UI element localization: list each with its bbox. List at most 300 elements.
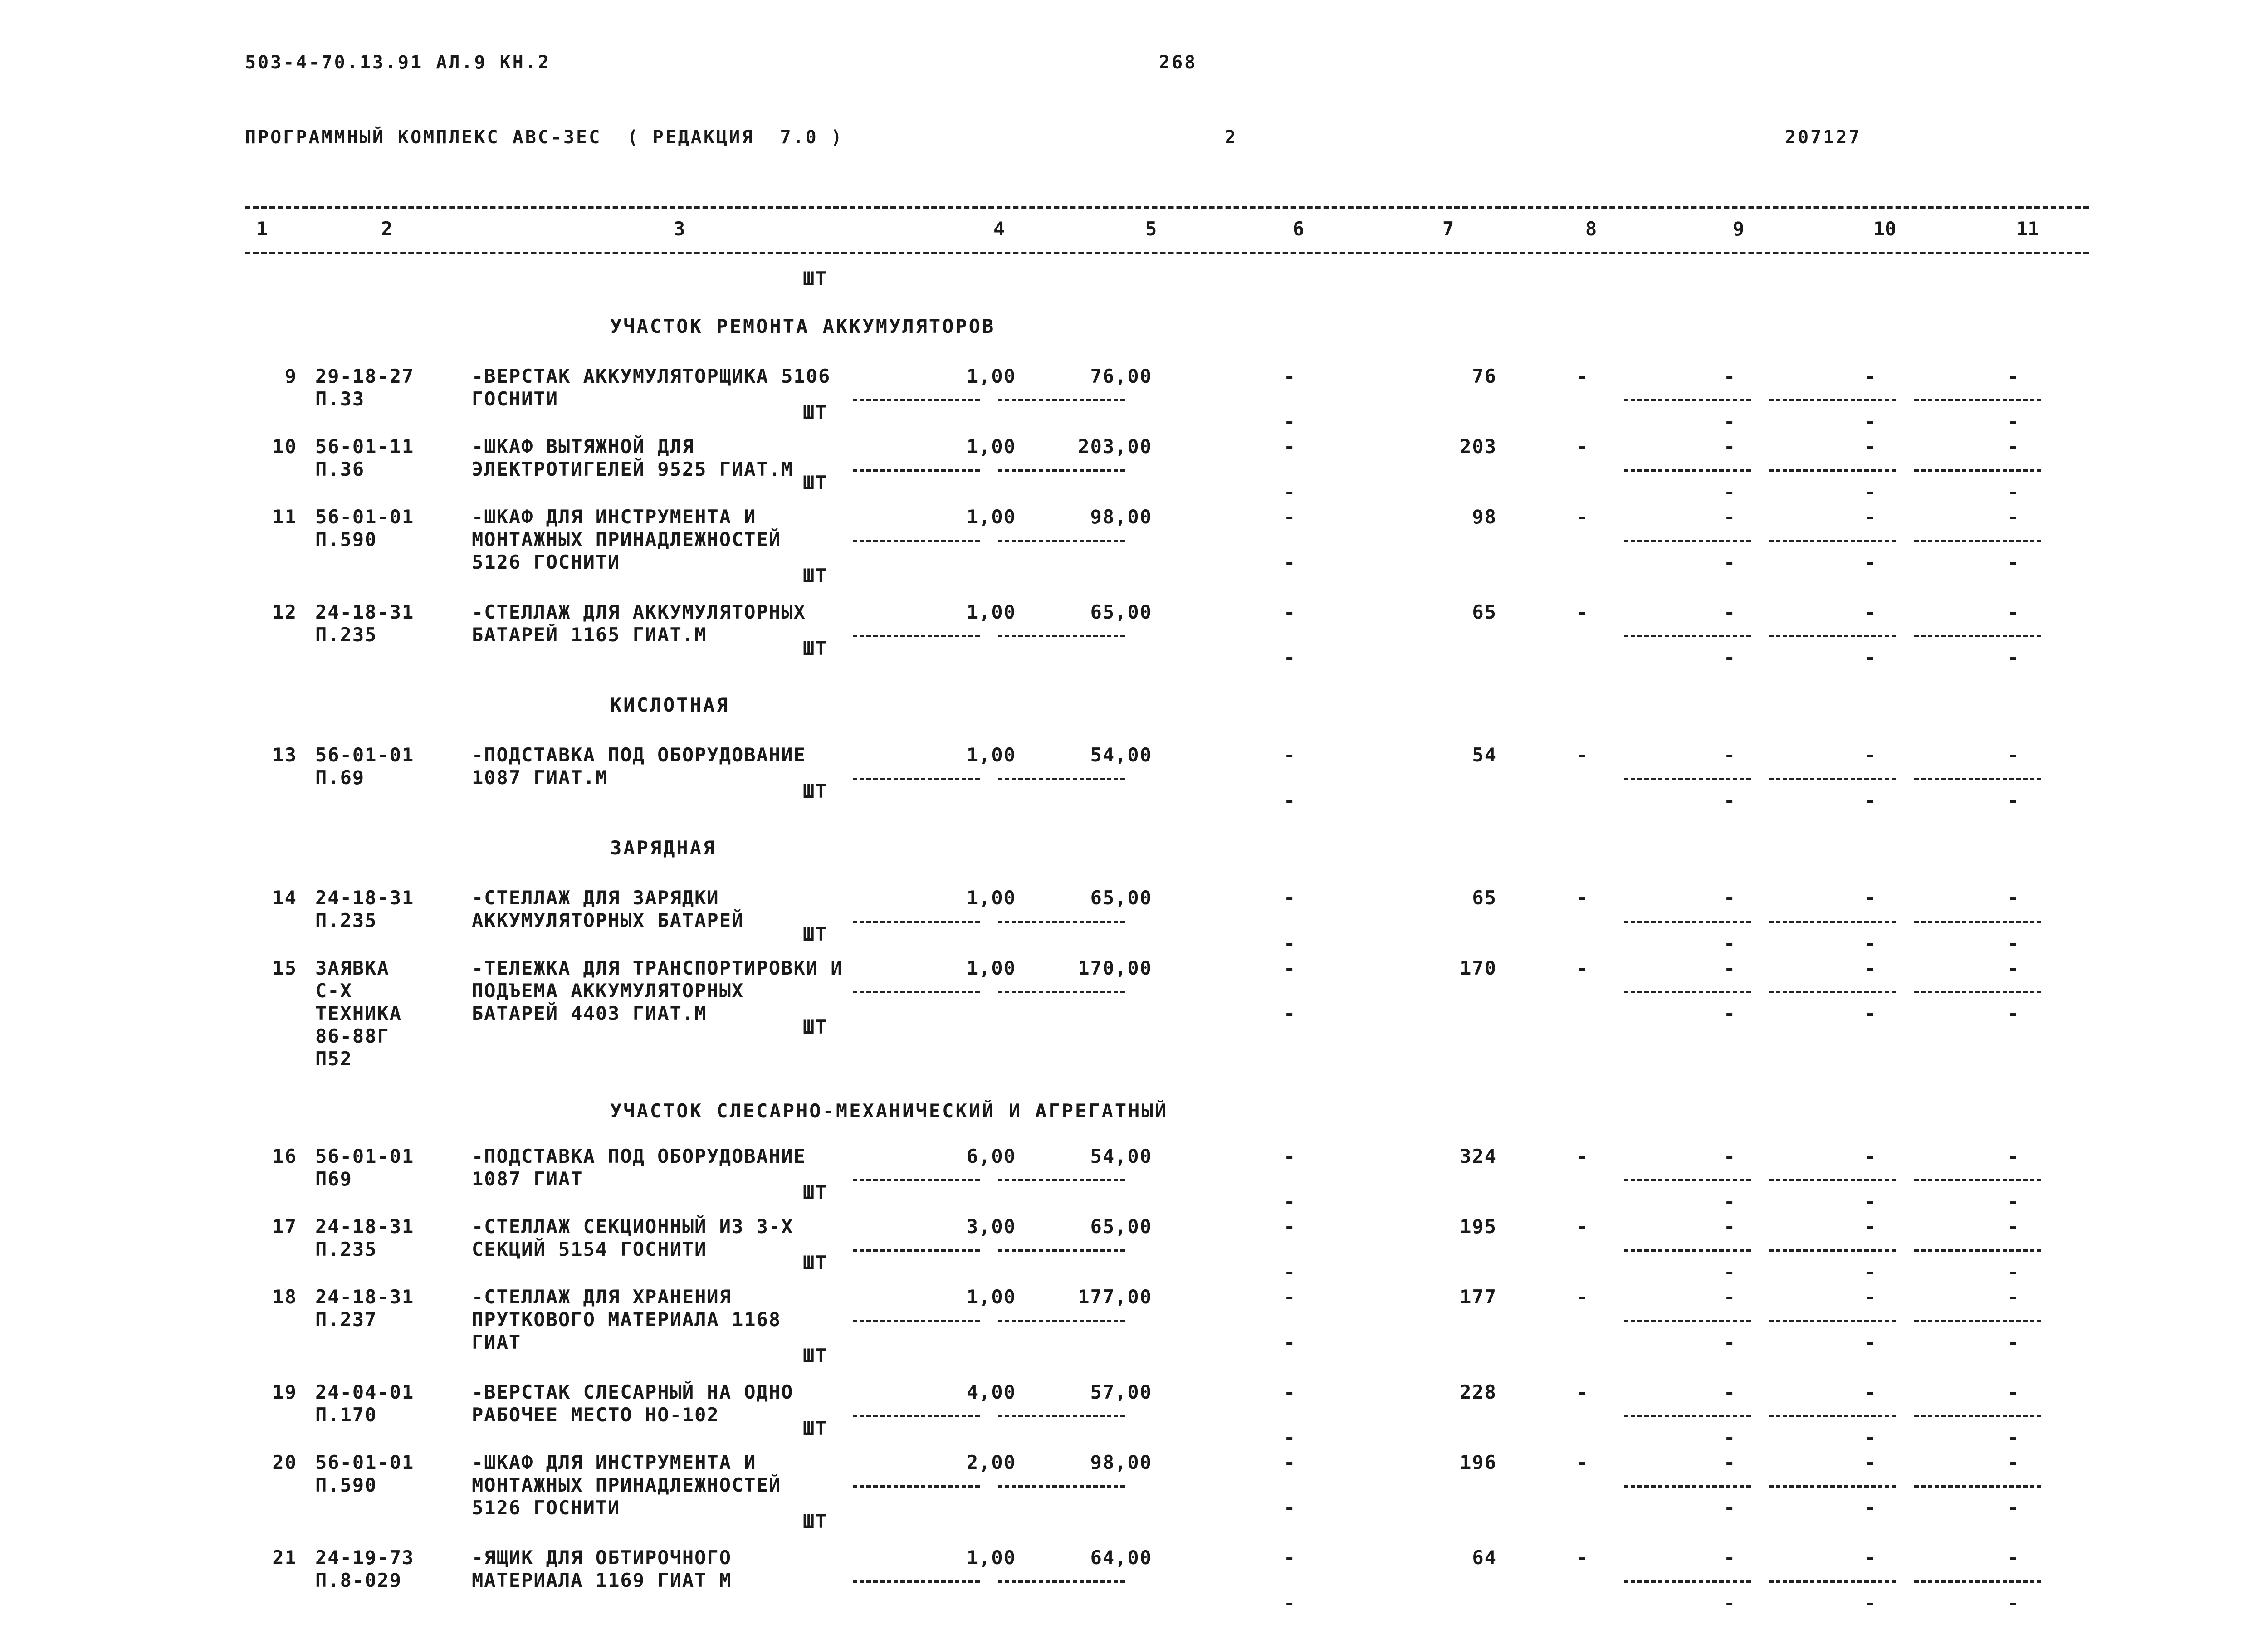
empty-cell-dash: - xyxy=(1864,551,1876,573)
empty-cell-dash: - xyxy=(2007,506,2019,528)
empty-cell-dash: - xyxy=(1864,1451,1876,1473)
empty-cell-dash: - xyxy=(1284,1215,1295,1238)
cell-underline xyxy=(998,991,1125,993)
cell-underline xyxy=(998,1415,1125,1417)
cell-underline xyxy=(1769,1320,1896,1322)
row-quantity: 1,00 xyxy=(966,1286,1016,1308)
cell-underline xyxy=(853,1415,980,1417)
row-quantity: 1,00 xyxy=(966,365,1016,387)
col-num-10: 10 xyxy=(1873,218,1897,240)
row-name-line: 1087 ГИАТ.М xyxy=(472,766,608,789)
row-unit: ШТ xyxy=(803,637,828,659)
empty-cell-dash: - xyxy=(1576,506,1588,528)
cell-underline xyxy=(998,469,1125,472)
empty-cell-dash: - xyxy=(1284,932,1295,954)
col-num-4: 4 xyxy=(993,218,1005,240)
row-name-line: -СТЕЛЛАЖ ДЛЯ ЗАРЯДКИ xyxy=(472,887,719,909)
empty-cell-dash: - xyxy=(1724,506,1735,528)
col-num-3: 3 xyxy=(674,218,685,240)
empty-cell-dash: - xyxy=(1864,1546,1876,1569)
cell-underline xyxy=(1914,635,2041,637)
row-sum: 324 xyxy=(1460,1145,1497,1167)
row-code-line: П.33 xyxy=(315,388,365,410)
row-price: 76,00 xyxy=(1090,365,1152,387)
row-price: 98,00 xyxy=(1090,1451,1152,1473)
empty-cell-dash: - xyxy=(1864,1002,1876,1024)
row-name-line: ПОДЪЕМА АККУМУЛЯТОРНЫХ xyxy=(472,980,744,1002)
empty-cell-dash: - xyxy=(1864,1331,1876,1353)
col-num-1: 1 xyxy=(256,218,268,240)
empty-cell-dash: - xyxy=(1724,1261,1735,1283)
cell-underline xyxy=(1624,540,1751,542)
row-unit: ШТ xyxy=(803,401,828,424)
row-price: 64,00 xyxy=(1090,1546,1152,1569)
cell-underline xyxy=(1914,991,2041,993)
row-quantity: 1,00 xyxy=(966,435,1016,458)
row-sum: 170 xyxy=(1460,957,1497,979)
empty-cell-dash: - xyxy=(1284,1190,1295,1213)
empty-cell-dash: - xyxy=(1284,1546,1295,1569)
cell-underline xyxy=(853,1249,980,1252)
empty-cell-dash: - xyxy=(1576,1286,1588,1308)
empty-cell-dash: - xyxy=(1724,1002,1735,1024)
cell-underline xyxy=(1769,540,1896,542)
empty-cell-dash: - xyxy=(1864,410,1876,433)
row-code-line: П.170 xyxy=(315,1404,377,1426)
row-number: 11 xyxy=(272,506,297,528)
cell-underline xyxy=(1769,921,1896,923)
row-code-line: П69 xyxy=(315,1168,352,1190)
empty-cell-dash: - xyxy=(1864,744,1876,766)
cell-underline xyxy=(1914,778,2041,780)
empty-cell-dash: - xyxy=(1284,601,1295,623)
row-name-line: БАТАРЕЙ 1165 ГИАТ.М xyxy=(472,624,707,646)
row-sum: 203 xyxy=(1460,435,1497,458)
cell-underline xyxy=(1769,991,1896,993)
empty-cell-dash: - xyxy=(1724,1381,1735,1403)
empty-cell-dash: - xyxy=(1864,1381,1876,1403)
row-name-line: МАТЕРИАЛА 1169 ГИАТ М xyxy=(472,1569,732,1591)
cell-underline xyxy=(998,1580,1125,1583)
empty-cell-dash: - xyxy=(1284,410,1295,433)
row-code-line: 24-19-73 xyxy=(315,1546,415,1569)
program-title: ПРОГРАММНЫЙ КОМПЛЕКС АВС-3ЕС ( РЕДАКЦИЯ 7.0 ) xyxy=(245,127,844,148)
empty-cell-dash: - xyxy=(2007,744,2019,766)
row-name-line: МОНТАЖНЫХ ПРИНАДЛЕЖНОСТЕЙ xyxy=(472,1474,782,1496)
section-heading-battery-repair: УЧАСТОК РЕМОНТА АККУМУЛЯТОРОВ xyxy=(610,315,996,337)
cell-underline xyxy=(1624,469,1751,472)
row-quantity: 1,00 xyxy=(966,601,1016,623)
empty-cell-dash: - xyxy=(2007,1145,2019,1167)
empty-cell-dash: - xyxy=(1284,435,1295,458)
empty-cell-dash: - xyxy=(2007,932,2019,954)
cell-underline xyxy=(1914,1249,2041,1252)
row-price: 203,00 xyxy=(1078,435,1152,458)
empty-cell-dash: - xyxy=(1724,1546,1735,1569)
cell-underline xyxy=(998,921,1125,923)
empty-cell-dash: - xyxy=(1864,932,1876,954)
empty-cell-dash: - xyxy=(1864,1592,1876,1614)
cell-underline xyxy=(1769,469,1896,472)
empty-cell-dash: - xyxy=(2007,887,2019,909)
row-quantity: 3,00 xyxy=(966,1215,1016,1238)
empty-cell-dash: - xyxy=(1864,1426,1876,1449)
empty-cell-dash: - xyxy=(1576,1145,1588,1167)
empty-cell-dash: - xyxy=(2007,410,2019,433)
empty-cell-dash: - xyxy=(1864,789,1876,811)
cell-underline xyxy=(1914,1320,2041,1322)
empty-cell-dash: - xyxy=(1724,435,1735,458)
table-top-rule xyxy=(245,206,2089,209)
row-unit: ШТ xyxy=(803,1252,828,1274)
row-sum: 228 xyxy=(1460,1381,1497,1403)
row-code-line: 29-18-27 xyxy=(315,365,415,387)
table-header-rule xyxy=(245,252,2089,254)
empty-cell-dash: - xyxy=(1576,957,1588,979)
empty-cell-dash: - xyxy=(2007,1002,2019,1024)
section-heading-acid: КИСЛОТНАЯ xyxy=(610,694,730,716)
row-code-line: 56-01-01 xyxy=(315,1451,415,1473)
row-code-line: 24-18-31 xyxy=(315,1286,415,1308)
row-code-line: 24-18-31 xyxy=(315,601,415,623)
row-code-line: П.235 xyxy=(315,909,377,932)
row-unit: ШТ xyxy=(803,1181,828,1204)
empty-cell-dash: - xyxy=(1724,789,1735,811)
row-code-line: 56-01-01 xyxy=(315,1145,415,1167)
row-unit: ШТ xyxy=(803,1345,828,1367)
empty-cell-dash: - xyxy=(1864,1497,1876,1519)
empty-cell-dash: - xyxy=(1284,1381,1295,1403)
empty-cell-dash: - xyxy=(1284,646,1295,668)
row-sum: 65 xyxy=(1472,601,1497,623)
row-price: 57,00 xyxy=(1090,1381,1152,1403)
row-sum: 177 xyxy=(1460,1286,1497,1308)
cell-underline xyxy=(998,1485,1125,1488)
row-code-line: 24-18-31 xyxy=(315,887,415,909)
empty-cell-dash: - xyxy=(1864,1215,1876,1238)
row-name-line: -ВЕРСТАК АККУМУЛЯТОРЩИКА 5106 xyxy=(472,365,831,387)
cell-underline xyxy=(1624,1415,1751,1417)
empty-cell-dash: - xyxy=(2007,365,2019,387)
row-unit: ШТ xyxy=(803,1417,828,1439)
row-quantity: 1,00 xyxy=(966,506,1016,528)
row-price: 54,00 xyxy=(1090,1145,1152,1167)
row-quantity: 6,00 xyxy=(966,1145,1016,1167)
empty-cell-dash: - xyxy=(1724,551,1735,573)
row-code-line: П.8-029 xyxy=(315,1569,402,1591)
empty-cell-dash: - xyxy=(1284,789,1295,811)
row-number: 18 xyxy=(272,1286,297,1308)
row-name-line: -СТЕЛЛАЖ СЕКЦИОННЫЙ ИЗ 3-Х xyxy=(472,1215,794,1238)
row-name-line: -СТЕЛЛАЖ ДЛЯ ХРАНЕНИЯ xyxy=(472,1286,732,1308)
row-code-line: П.235 xyxy=(315,624,377,646)
row-name-line: 1087 ГИАТ xyxy=(472,1168,583,1190)
empty-cell-dash: - xyxy=(1284,887,1295,909)
row-name-line: -ТЕЛЕЖКА ДЛЯ ТРАНСПОРТИРОВКИ И xyxy=(472,957,843,979)
empty-cell-dash: - xyxy=(1864,1261,1876,1283)
empty-cell-dash: - xyxy=(1576,1546,1588,1569)
row-sum: 64 xyxy=(1472,1546,1497,1569)
empty-cell-dash: - xyxy=(1724,1145,1735,1167)
empty-cell-dash: - xyxy=(1864,1145,1876,1167)
row-number: 17 xyxy=(272,1215,297,1238)
row-code-line: 56-01-01 xyxy=(315,506,415,528)
empty-cell-dash: - xyxy=(1576,887,1588,909)
col-num-6: 6 xyxy=(1293,218,1305,240)
empty-cell-dash: - xyxy=(1284,1592,1295,1614)
empty-cell-dash: - xyxy=(1724,1215,1735,1238)
cell-underline xyxy=(1624,1580,1751,1583)
sheet-number: 2 xyxy=(1225,127,1238,148)
row-number: 14 xyxy=(272,887,297,909)
row-code-line: 56-01-11 xyxy=(315,435,415,458)
cell-underline xyxy=(853,1485,980,1488)
empty-cell-dash: - xyxy=(1864,1190,1876,1213)
empty-cell-dash: - xyxy=(1576,1381,1588,1403)
row-sum: 98 xyxy=(1472,506,1497,528)
cell-underline xyxy=(1914,1580,2041,1583)
empty-cell-dash: - xyxy=(2007,1215,2019,1238)
row-price: 177,00 xyxy=(1078,1286,1152,1308)
empty-cell-dash: - xyxy=(1724,1331,1735,1353)
unit-label: ШТ xyxy=(803,268,828,290)
empty-cell-dash: - xyxy=(1864,957,1876,979)
col-num-7: 7 xyxy=(1442,218,1454,240)
cell-underline xyxy=(853,469,980,472)
empty-cell-dash: - xyxy=(1724,1426,1735,1449)
row-quantity: 1,00 xyxy=(966,887,1016,909)
row-number: 20 xyxy=(272,1451,297,1473)
row-name-line: -ШКАФ ДЛЯ ИНСТРУМЕНТА И xyxy=(472,1451,757,1473)
row-price: 54,00 xyxy=(1090,744,1152,766)
cell-underline xyxy=(1624,1179,1751,1181)
row-name-line: ПРУТКОВОГО МАТЕРИАЛА 1168 xyxy=(472,1308,782,1331)
cell-underline xyxy=(998,1179,1125,1181)
empty-cell-dash: - xyxy=(1724,932,1735,954)
row-unit: ШТ xyxy=(803,923,828,945)
row-code-line: П.590 xyxy=(315,1474,377,1496)
row-unit: ШТ xyxy=(803,780,828,802)
empty-cell-dash: - xyxy=(1724,365,1735,387)
row-number: 21 xyxy=(272,1546,297,1569)
row-name-line: 5126 ГОСНИТИ xyxy=(472,1497,621,1519)
row-number: 12 xyxy=(272,601,297,623)
cell-underline xyxy=(853,991,980,993)
row-code-line: ЗАЯВКА xyxy=(315,957,390,979)
cell-underline xyxy=(1914,1179,2041,1181)
empty-cell-dash: - xyxy=(2007,1546,2019,1569)
empty-cell-dash: - xyxy=(2007,1426,2019,1449)
empty-cell-dash: - xyxy=(2007,1497,2019,1519)
empty-cell-dash: - xyxy=(2007,957,2019,979)
row-quantity: 4,00 xyxy=(966,1381,1016,1403)
row-code-line: П.235 xyxy=(315,1238,377,1260)
row-price: 65,00 xyxy=(1090,1215,1152,1238)
row-name-line: -ВЕРСТАК СЛЕСАРНЫЙ НА ОДНО xyxy=(472,1381,794,1403)
row-code-line: С-Х xyxy=(315,980,352,1002)
empty-cell-dash: - xyxy=(1724,1497,1735,1519)
empty-cell-dash: - xyxy=(1864,887,1876,909)
row-name-line: 5126 ГОСНИТИ xyxy=(472,551,621,573)
empty-cell-dash: - xyxy=(1576,435,1588,458)
cell-underline xyxy=(853,921,980,923)
cell-underline xyxy=(1769,635,1896,637)
cell-underline xyxy=(998,399,1125,401)
row-name-line: -ШКАФ ВЫТЯЖНОЙ ДЛЯ xyxy=(472,435,695,458)
row-name-line: ЭЛЕКТРОТИГЕЛЕЙ 9525 ГИАТ.М xyxy=(472,458,794,480)
empty-cell-dash: - xyxy=(1724,1190,1735,1213)
empty-cell-dash: - xyxy=(1576,1215,1588,1238)
row-name-line: -ШКАФ ДЛЯ ИНСТРУМЕНТА И xyxy=(472,506,757,528)
col-num-9: 9 xyxy=(1733,218,1745,240)
cell-underline xyxy=(1914,1415,2041,1417)
empty-cell-dash: - xyxy=(1284,1451,1295,1473)
row-code-line: П.237 xyxy=(315,1308,377,1331)
cell-underline xyxy=(1769,399,1896,401)
empty-cell-dash: - xyxy=(2007,435,2019,458)
empty-cell-dash: - xyxy=(2007,1190,2019,1213)
row-name-line: БАТАРЕЙ 4403 ГИАТ.М xyxy=(472,1002,707,1024)
row-quantity: 1,00 xyxy=(966,744,1016,766)
row-name-line: -СТЕЛЛАЖ ДЛЯ АККУМУЛЯТОРНЫХ xyxy=(472,601,806,623)
empty-cell-dash: - xyxy=(2007,646,2019,668)
cell-underline xyxy=(853,540,980,542)
section-heading-charging: ЗАРЯДНАЯ xyxy=(610,837,717,859)
column-number-row xyxy=(245,218,2089,245)
empty-cell-dash: - xyxy=(1724,887,1735,909)
row-code-line: 24-04-01 xyxy=(315,1381,415,1403)
row-price: 170,00 xyxy=(1078,957,1152,979)
cell-underline xyxy=(853,1580,980,1583)
cell-underline xyxy=(1624,1249,1751,1252)
empty-cell-dash: - xyxy=(1576,365,1588,387)
empty-cell-dash: - xyxy=(1724,957,1735,979)
empty-cell-dash: - xyxy=(1864,601,1876,623)
page-number: 268 xyxy=(1159,52,1198,73)
empty-cell-dash: - xyxy=(1284,365,1295,387)
cell-underline xyxy=(1624,991,1751,993)
row-code-line: П.69 xyxy=(315,766,365,789)
empty-cell-dash: - xyxy=(1724,601,1735,623)
row-sum: 195 xyxy=(1460,1215,1497,1238)
empty-cell-dash: - xyxy=(1864,481,1876,503)
col-num-8: 8 xyxy=(1585,218,1597,240)
empty-cell-dash: - xyxy=(1284,481,1295,503)
empty-cell-dash: - xyxy=(1576,1451,1588,1473)
cell-underline xyxy=(1914,921,2041,923)
cell-underline xyxy=(1914,469,2041,472)
empty-cell-dash: - xyxy=(2007,1286,2019,1308)
row-code-line: 24-18-31 xyxy=(315,1215,415,1238)
row-name-line: -ЯЩИК ДЛЯ ОБТИРОЧНОГО xyxy=(472,1546,732,1569)
section-heading-metalwork: УЧАСТОК СЛЕСАРНО-МЕХАНИЧЕСКИЙ И АГРЕГАТНЫЙ xyxy=(610,1100,1168,1122)
empty-cell-dash: - xyxy=(1284,957,1295,979)
empty-cell-dash: - xyxy=(1724,1451,1735,1473)
row-price: 98,00 xyxy=(1090,506,1152,528)
doc-code: 503-4-70.13.91 АЛ.9 КН.2 xyxy=(245,52,551,73)
row-sum: 54 xyxy=(1472,744,1497,766)
empty-cell-dash: - xyxy=(1724,744,1735,766)
row-code-line: П52 xyxy=(315,1048,352,1070)
row-name-line: -ПОДСТАВКА ПОД ОБОРУДОВАНИЕ xyxy=(472,744,806,766)
cell-underline xyxy=(1624,1320,1751,1322)
cell-underline xyxy=(1769,1179,1896,1181)
row-code-line: П.590 xyxy=(315,528,377,551)
empty-cell-dash: - xyxy=(2007,551,2019,573)
cell-underline xyxy=(853,399,980,401)
empty-cell-dash: - xyxy=(1724,646,1735,668)
cell-underline xyxy=(1624,778,1751,780)
row-name-line: МОНТАЖНЫХ ПРИНАДЛЕЖНОСТЕЙ xyxy=(472,528,782,551)
col-num-11: 11 xyxy=(2016,218,2039,240)
row-unit: ШТ xyxy=(803,472,828,494)
row-name-line: ГИАТ xyxy=(472,1331,522,1353)
cell-underline xyxy=(853,635,980,637)
empty-cell-dash: - xyxy=(1864,1286,1876,1308)
row-name-line: РАБОЧЕЕ МЕСТО НО-102 xyxy=(472,1404,719,1426)
empty-cell-dash: - xyxy=(2007,1451,2019,1473)
cell-underline xyxy=(1769,1249,1896,1252)
row-sum: 76 xyxy=(1472,365,1497,387)
empty-cell-dash: - xyxy=(1284,1261,1295,1283)
empty-cell-dash: - xyxy=(1284,551,1295,573)
empty-cell-dash: - xyxy=(1284,744,1295,766)
row-code-line: 56-01-01 xyxy=(315,744,415,766)
row-quantity: 2,00 xyxy=(966,1451,1016,1473)
row-number: 9 xyxy=(284,365,297,387)
doc-id: 207127 xyxy=(1785,127,1862,148)
cell-underline xyxy=(998,635,1125,637)
row-number: 13 xyxy=(272,744,297,766)
empty-cell-dash: - xyxy=(1724,481,1735,503)
empty-cell-dash: - xyxy=(1284,1331,1295,1353)
cell-underline xyxy=(853,1179,980,1181)
empty-cell-dash: - xyxy=(1724,1592,1735,1614)
row-code-line: ТЕХНИКА xyxy=(315,1002,402,1024)
row-price: 65,00 xyxy=(1090,887,1152,909)
empty-cell-dash: - xyxy=(1724,410,1735,433)
cell-underline xyxy=(1624,1485,1751,1488)
empty-cell-dash: - xyxy=(1284,506,1295,528)
empty-cell-dash: - xyxy=(2007,1261,2019,1283)
empty-cell-dash: - xyxy=(1284,1426,1295,1449)
row-name-line: СЕКЦИЙ 5154 ГОСНИТИ xyxy=(472,1238,707,1260)
col-num-5: 5 xyxy=(1145,218,1157,240)
cell-underline xyxy=(853,778,980,780)
cell-underline xyxy=(1914,540,2041,542)
empty-cell-dash: - xyxy=(1284,1497,1295,1519)
cell-underline xyxy=(998,1320,1125,1322)
empty-cell-dash: - xyxy=(1576,744,1588,766)
row-price: 65,00 xyxy=(1090,601,1152,623)
row-name-line: ГОСНИТИ xyxy=(472,388,559,410)
row-sum: 196 xyxy=(1460,1451,1497,1473)
cell-underline xyxy=(1769,1580,1896,1583)
row-number: 10 xyxy=(272,435,297,458)
row-unit: ШТ xyxy=(803,1016,828,1038)
row-name-line: -ПОДСТАВКА ПОД ОБОРУДОВАНИЕ xyxy=(472,1145,806,1167)
cell-underline xyxy=(998,1249,1125,1252)
col-num-2: 2 xyxy=(381,218,393,240)
empty-cell-dash: - xyxy=(2007,1331,2019,1353)
empty-cell-dash: - xyxy=(2007,481,2019,503)
cell-underline xyxy=(1769,778,1896,780)
cell-underline xyxy=(1769,1415,1896,1417)
cell-underline xyxy=(998,778,1125,780)
empty-cell-dash: - xyxy=(2007,601,2019,623)
empty-cell-dash: - xyxy=(1724,1286,1735,1308)
empty-cell-dash: - xyxy=(1864,506,1876,528)
